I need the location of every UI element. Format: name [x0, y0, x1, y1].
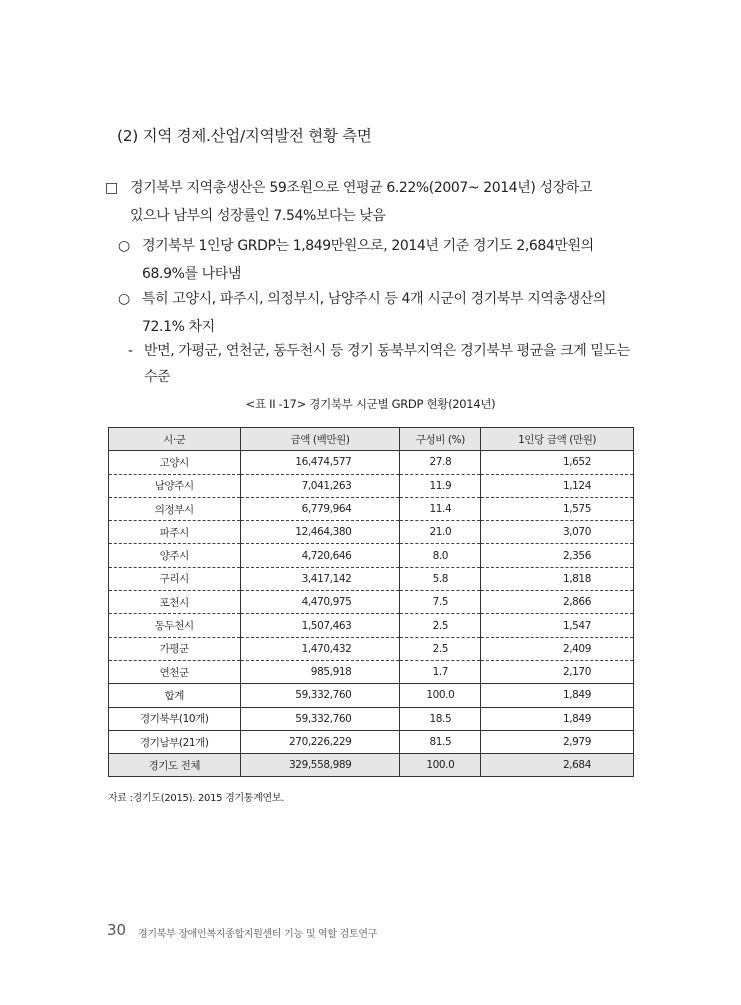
bullet-growth-line-2: 있으나 남부의 성장률인 7.54%보다는 낮음 [130, 208, 386, 224]
cell-amount: 59,332,760 [240, 707, 400, 730]
table-header-row [109, 428, 634, 451]
dash-bullet-icon: - [128, 343, 133, 359]
table-row [109, 567, 634, 590]
cell-region: 포천시 [109, 591, 241, 614]
cell-per-capita: 2,170 [481, 660, 634, 683]
cell-per-capita: 1,849 [481, 684, 634, 707]
cell-share: 1.7 [400, 660, 481, 683]
footer-title: 경기북부 장애인복지종합지원센터 기능 및 역할 검토연구 [138, 929, 378, 940]
table-row-total [109, 684, 634, 707]
table-row [109, 660, 634, 683]
table-row [109, 497, 634, 520]
cell-per-capita: 2,409 [481, 637, 634, 660]
square-bullet-icon: □ [105, 180, 118, 196]
cell-per-capita: 2,684 [481, 754, 634, 777]
cell-per-capita: 3,070 [481, 521, 634, 544]
cell-share: 11.4 [400, 497, 481, 520]
cell-share: 21.0 [400, 521, 481, 544]
table-caption: <표 II -17> 경기북부 시군별 GRDP 현황(2014년) [245, 397, 496, 411]
header-per-capita: 1인당 금액 (만원) [481, 428, 634, 451]
cell-amount: 59,332,760 [240, 684, 400, 707]
section-heading: (2) 지역 경제.산업/지역발전 현황 측면 [117, 127, 372, 145]
bullet-per-capita [118, 232, 643, 292]
bullet-per-capita-line-1: 경기북부 1인당 GRDP는 1,849만원으로, 2014년 기준 경기도 2,684만원의 [142, 238, 594, 254]
header-amount: 금액 (백만원) [240, 428, 400, 451]
cell-amount: 16,474,577 [240, 451, 400, 474]
cell-per-capita: 1,849 [481, 707, 634, 730]
cell-region: 남양주시 [109, 474, 241, 497]
cell-per-capita: 2,979 [481, 730, 634, 753]
cell-amount: 1,470,432 [240, 637, 400, 660]
table-row [109, 451, 634, 474]
circle-bullet-icon: ○ [118, 291, 130, 307]
table-row-south [109, 730, 634, 753]
table-row-north [109, 707, 634, 730]
cell-amount: 4,470,975 [240, 591, 400, 614]
cell-region: 연천군 [109, 660, 241, 683]
bullet-growth [105, 174, 645, 234]
cell-region: 고양시 [109, 451, 241, 474]
cell-share: 8.0 [400, 544, 481, 567]
cell-share: 100.0 [400, 684, 481, 707]
header-region: 시·군 [109, 428, 241, 451]
table-row [109, 474, 634, 497]
header-share: 구성비 (%) [400, 428, 481, 451]
cell-share: 11.9 [400, 474, 481, 497]
cell-region: 경기북부(10개) [109, 707, 241, 730]
cell-amount: 6,779,964 [240, 497, 400, 520]
bullet-growth-line-1: 경기북부 지역총생산은 59조원으로 연평균 6.22%(2007~ 2014년) 성장하고 [130, 180, 593, 196]
cell-share: 5.8 [400, 567, 481, 590]
cell-region: 동두천시 [109, 614, 241, 637]
cell-share: 27.8 [400, 451, 481, 474]
table-row [109, 591, 634, 614]
bullet-four-cities-line-2: 72.1% 차지 [142, 319, 215, 335]
cell-share: 81.5 [400, 730, 481, 753]
cell-share: 2.5 [400, 614, 481, 637]
cell-share: 18.5 [400, 707, 481, 730]
cell-per-capita: 1,124 [481, 474, 634, 497]
cell-region: 양주시 [109, 544, 241, 567]
cell-per-capita: 1,575 [481, 497, 634, 520]
bullet-northeast [128, 337, 643, 397]
bullet-four-cities-line-1: 특히 고양시, 파주시, 의정부시, 남양주시 등 4개 시군이 경기북부 지역총생산의 [142, 291, 606, 307]
cell-amount: 329,558,989 [240, 754, 400, 777]
table-row [109, 637, 634, 660]
cell-per-capita: 1,818 [481, 567, 634, 590]
page-number: 30 [107, 921, 127, 939]
table-row-province [109, 754, 634, 777]
cell-region: 구리시 [109, 567, 241, 590]
cell-per-capita: 1,547 [481, 614, 634, 637]
cell-share: 100.0 [400, 754, 481, 777]
cell-amount: 1,507,463 [240, 614, 400, 637]
cell-amount: 3,417,142 [240, 567, 400, 590]
cell-amount: 4,720,646 [240, 544, 400, 567]
table-row [109, 614, 634, 637]
cell-amount: 270,226,229 [240, 730, 400, 753]
table-row [109, 544, 634, 567]
bullet-northeast-line-2: 수준 [144, 369, 171, 385]
source-note: 자료 :경기도(2015). 2015 경기통계연보. [108, 793, 285, 804]
bullet-northeast-line-1: 반면, 가평군, 연천군, 동두천시 등 경기 동북부지역은 경기북부 평균을 크게 밑도는 [144, 343, 630, 359]
cell-region: 가평군 [109, 637, 241, 660]
grdp-table [108, 427, 634, 777]
cell-region: 의정부시 [109, 497, 241, 520]
cell-region: 합계 [109, 684, 241, 707]
cell-region: 경기남부(21개) [109, 730, 241, 753]
cell-amount: 12,464,380 [240, 521, 400, 544]
cell-amount: 7,041,263 [240, 474, 400, 497]
bullet-four-cities [118, 285, 643, 345]
cell-amount: 985,918 [240, 660, 400, 683]
circle-bullet-icon: ○ [118, 238, 130, 254]
cell-share: 7.5 [400, 591, 481, 614]
table-row [109, 521, 634, 544]
bullet-per-capita-line-2: 68.9%를 나타냄 [142, 266, 242, 282]
cell-region: 파주시 [109, 521, 241, 544]
cell-region: 경기도 전체 [109, 754, 241, 777]
cell-per-capita: 2,356 [481, 544, 634, 567]
cell-per-capita: 2,866 [481, 591, 634, 614]
cell-share: 2.5 [400, 637, 481, 660]
cell-per-capita: 1,652 [481, 451, 634, 474]
